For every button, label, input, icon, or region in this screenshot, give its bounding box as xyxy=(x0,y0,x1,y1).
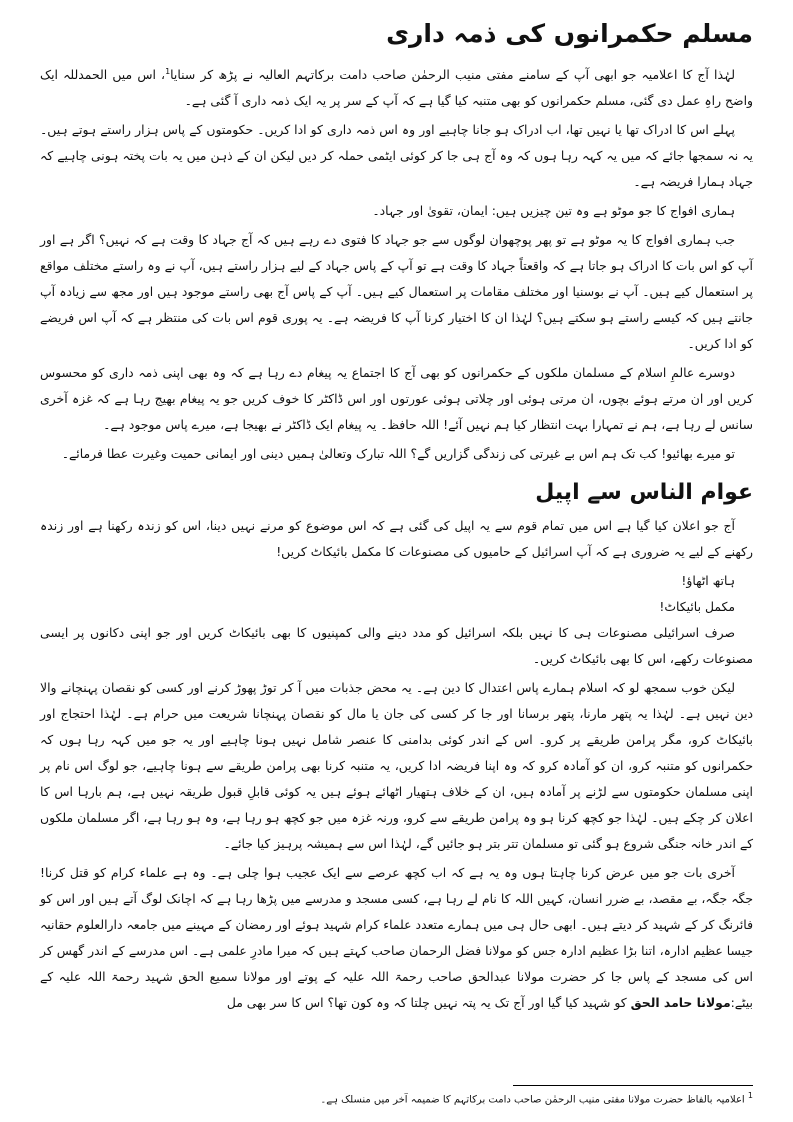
paragraph-text: ، اس میں الحمدللہ ایک واضح راہِ عمل دی گئی، مسلم حکمرانوں کو بھی متنبہ کیا گیا ہے کہ آپ کے سر پر یہ ایک ذمہ داری آ گئی ہے۔ xyxy=(40,66,753,108)
section-title-public-appeal: عوام الناس سے اپیل xyxy=(535,479,753,505)
paragraph-text: کو شہید کیا گیا اور آج تک یہ پتہ نہیں چلتا کہ وہ کون تھا؟ اس کا سر بھی مل xyxy=(226,995,631,1011)
paragraph: تو میرے بھائیو! کب تک ہم اس بے غیرتی کی زندگی گزاریں گے؟ اللہ تبارک وتعالیٰ ہمیں دینی اور ایمانی حمیت وغیرت عطا فرمائے۔ xyxy=(61,445,735,461)
paragraph: جب ہماری افواج کا یہ موٹو ہے تو پھر پوچھوان لوگوں سے جو جہاد کا فتوی دے رہے ہیں کہ آج جہاد کا وقت ہے کہ نہیں؟ اگر ہے اور آپ کو اس بات کا ادراک ہو جاتا ہے کہ واقعتاً جہاد کا وقت ہے تو آپ کے پاس جہاد کے لیے ہزار راستے ہیں، آپ نے وہ راستے مختلف مواقع پر استعمال کیے ہیں۔ آپ نے بوسنیا اور مختلف مقامات پر استعمال کیے ہیں۔ آپ کے پاس آج بھی راستے موجود ہیں اور مجھ سے زیادہ آپ جانتے ہیں کہ کیسے راستے ہو سکتے ہیں؟ لہٰذا ان کا اختیار کرنا آپ کا فریضہ ہے۔ یہ پوری قوم اس بات کی منتظر ہے کہ آپ اس فریضے کو ادا کریں۔ xyxy=(40,231,753,351)
footnote-text: اعلامیہ بالفاظ حضرت مولانا مفتی منیب الرحمٰن صاحب دامت برکاتہم کا ضمیمہ آخر میں منسلک ہے۔ xyxy=(320,1094,745,1105)
slogan-line: ہاتھ اٹھاؤ! xyxy=(681,573,735,589)
paragraph: لیکن خوب سمجھ لو کہ اسلام ہمارے پاس اعتدال کا دین ہے۔ یہ محض جذبات میں آ کر توڑ پھوڑ کرنے اور کسی کو نقصان پہنچانے والا دین نہیں ہے۔ لہٰذا یہ پتھر مارنا، پتھر برسانا اور جا کر کسی کی جان یا مال کو نقصان پہنچانا شریعت میں حرام ہے۔ لہٰذا احتجاج اور بائیکاٹ کرو، مگر پرامن طریقے پر کرو۔ اس کے اندر کوئی بدامنی کا عنصر شامل نہیں ہونا چاہیے اور یہ جو میں کہہ رہا ہوں کہ حکمرانوں کو متنبہ کرو، ان کو آمادہ کرو کہ وہ اپنا فریضہ ادا کریں، یہ متنبہ کرنا بھی پرامن طریقے سے ہونا چاہیے، جو لوگ اس نام پر اپنی مسلمان حکومتوں سے لڑنے پر آمادہ ہیں، ان کے خلاف ہتھیار اٹھائے ہوئے ہیں یہ کوئی قابلِ قبول طریقہ نہیں ہے، ہم بارہا اس کا اعلان کر چکے ہیں۔ لہٰذا جو کچھ کرنا ہو وہ پرامن طریقے سے کرو، ورنہ غزہ میں جو کچھ ہو رہا ہے، وہ ہو رہا ہے، اگر مسلمان ملکوں کے اندر خانہ جنگی شروع ہو گئی تو مسلمان تتر بتر ہو جائیں گے، لہٰذا اس سے ہمیشہ پرہیز کیا جائے۔ xyxy=(40,680,753,852)
paragraph: ہماری افواج کا جو موٹو ہے وہ تین چیزیں ہیں: ایمان، تقویٰ اور جہاد۔ xyxy=(372,202,735,218)
paragraph: پہلے اس کا ادراک تھا یا نہیں تھا، اب ادراک ہو جانا چاہیے اور وہ اس ذمہ داری کو ادا کریں۔ حکومتوں کے پاس ہزار راستے ہوتے ہیں۔ یہ نہ سمجھا جائے کہ میں یہ کہہ رہا ہوں کہ وہ آج ہی جا کر کوئی ایٹمی حملہ کر دیں لیکن ان کے ذہن میں یہ بات پختہ ہونی چاہیے کہ جہاد ہمارا فریضہ ہے۔ xyxy=(40,121,753,189)
paragraph-text: لہٰذا آج کا اعلامیہ جو ابھی آپ کے سامنے مفتی منیب الرحمٰن صاحب دامت برکاتہم العالیہ نے پڑھ کر سنایا xyxy=(170,66,735,82)
paragraph-text: آخری بات جو میں عرض کرنا چاہتا ہوں وہ یہ ہے کہ اب کچھ عرصے سے ایک عجیب ہوا چلی ہے۔ وہ ہے علماء کرام کو قتل کرنا! جگہ جگہ، بے مقصد، بے ضرر انسان، کہیں اللہ کا نام لے رہا ہے، کسی مسجد و مدرسے میں پڑھا رہا ہے کہ اچانک لوگ آتے ہیں اور اس کو فائرنگ کر کے شہید کر دیتے ہیں۔ ابھی حال ہی میں ہمارے متعدد علماء کرام شہید ہوئے اور رمضان کے مہینے میں جامعہ دارالعلوم حقانیہ جیسا عظیم ادارہ، اتنا بڑا عظیم ادارہ جس کو مولانا فضل الرحمان صاحب کہتے ہیں کہ میرا مادرِ علمی ہے۔ اس مدرسے کے اندر گھس کر اس کی مسجد کے پاس جا کر حضرت مولانا عبدالحق صاحب رحمۃ اللہ علیہ کے پوتے اور مولانا سمیع الحق شہید رحمۃ اللہ علیہ کے بیٹے: xyxy=(40,865,753,1011)
footnote-reference: 1 xyxy=(165,66,171,76)
paragraph: دوسرے عالمِ اسلام کے مسلمان ملکوں کے حکمرانوں کو بھی آج کا اجتماع یہ پیغام دے رہا ہے کہ وہ بھی اپنی ذمہ داری کو محسوس کریں اور ان مرتے ہوئے بچوں، ان مرتی ہوئی اور چلاتی ہوئی عورتوں اور اس ڈاکٹر کا خوف کریں جو یہ پیغام بھیج رہا ہے کہ غزہ آخری سانس لے رہا ہے، ہم نے تمہارا بہت انتظار کیا ہم نہیں آئے! اللہ حافظ۔ یہ پیغام ایک ڈاکٹر نے بھیجا ہے، میرے پاس موجود ہے۔ xyxy=(40,364,753,432)
highlighted-name: مولانا حامد الحق xyxy=(630,995,731,1011)
paragraph: صرف اسرائیلی مصنوعات ہی کا نہیں بلکہ اسرائیل کو مدد دینے والی کمپنیوں کا بھی بائیکاٹ کریں اور جو اپنی دکانوں پر ایسی مصنوعات رکھے، اس کا بھی بائیکاٹ کریں۔ xyxy=(40,625,753,667)
document-page xyxy=(40,14,753,1114)
section-title-rulers-responsibility: مسلم حکمرانوں کی ذمہ داری xyxy=(386,19,753,48)
footnote xyxy=(320,1088,753,1108)
paragraph xyxy=(40,59,753,114)
paragraph: آج جو اعلان کیا گیا ہے اس میں تمام قوم سے یہ اپیل کی گئی ہے کہ اس موضوع کو مرنے نہیں دینا، اس کو زندہ رکھنا ہے اور زندہ رکھنے کے لیے یہ ضروری ہے کہ آپ اسرائیل کے حامیوں کی مصنوعات کا مکمل بائیکاٹ کریں! xyxy=(40,518,753,560)
slogan-line: مکمل بائیکاٹ! xyxy=(659,599,735,615)
paragraph xyxy=(40,860,753,1016)
footnote-divider xyxy=(513,1085,753,1086)
footnote-marker: 1 xyxy=(747,1090,753,1100)
